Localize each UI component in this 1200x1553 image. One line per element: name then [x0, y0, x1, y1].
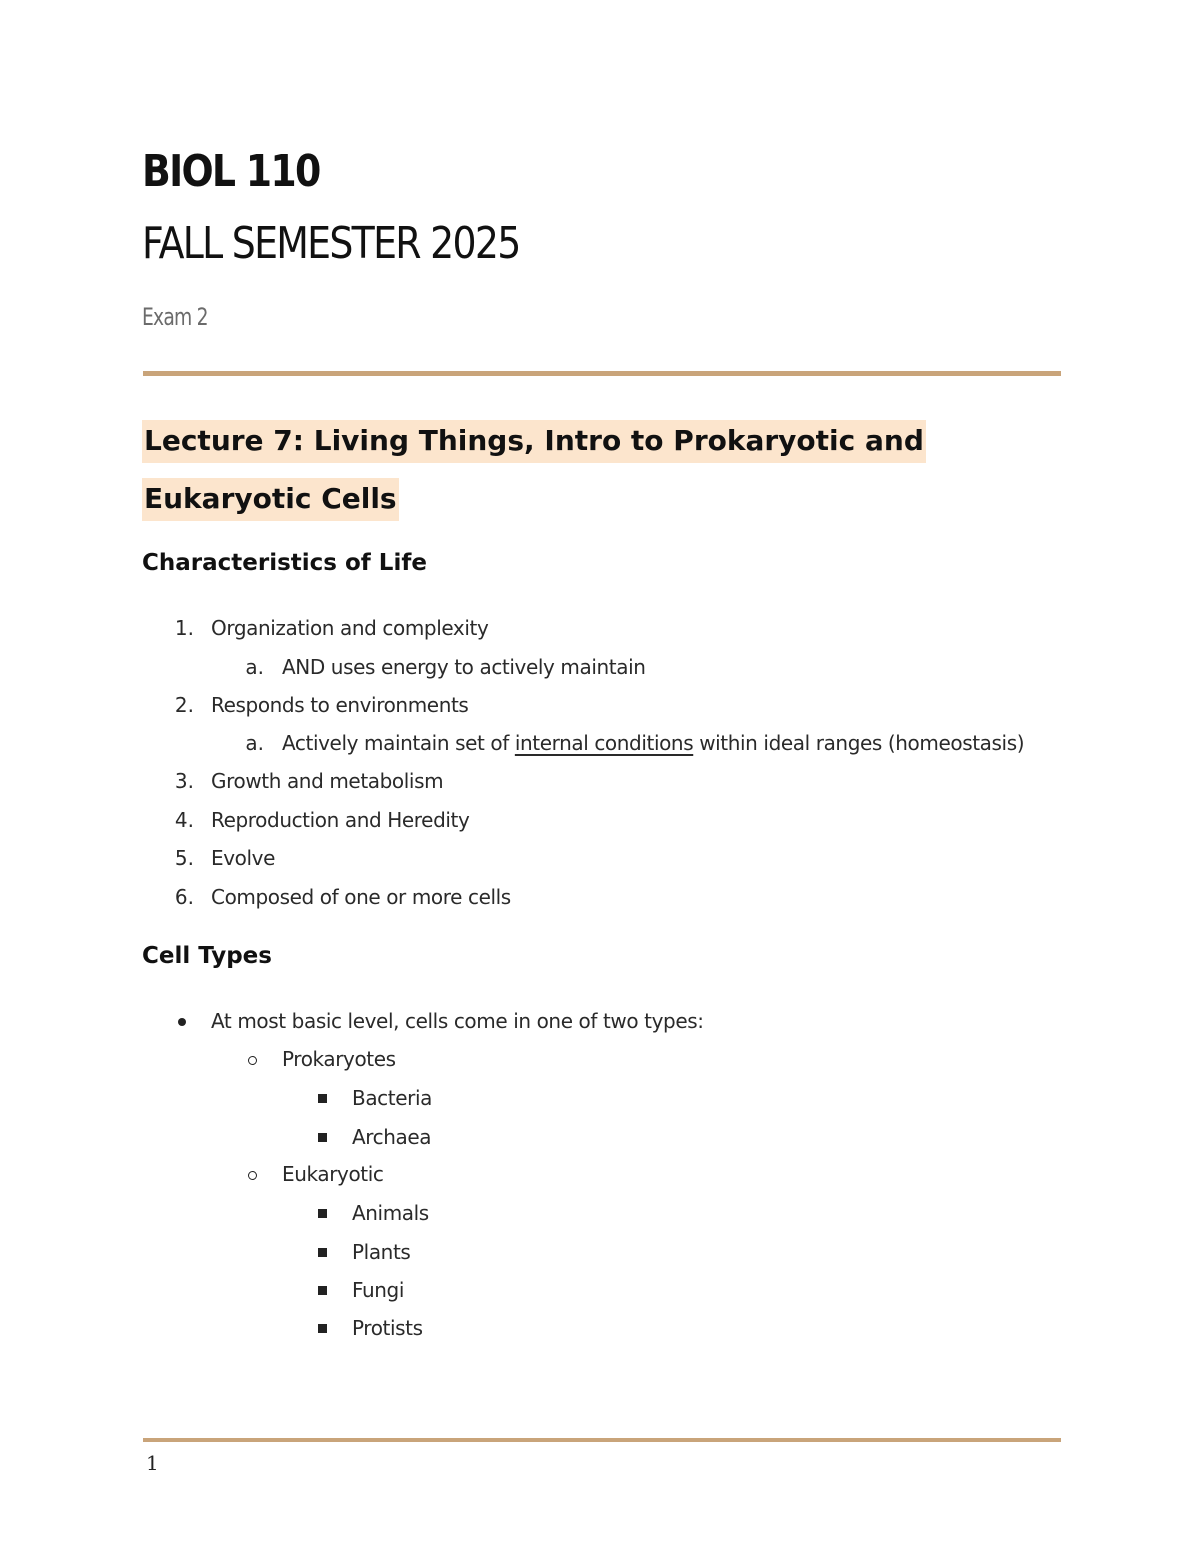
- list-item: Prokaryotes: [282, 1047, 396, 1071]
- footer-divider: [143, 1438, 1061, 1442]
- list-item: Animals: [352, 1201, 429, 1225]
- disc-bullet-icon: [178, 1018, 186, 1026]
- circle-bullet-icon: [248, 1171, 257, 1180]
- list-number: 3.: [174, 769, 194, 793]
- lecture-heading-line2: Eukaryotic Cells: [142, 478, 399, 521]
- square-bullet-icon: [318, 1286, 327, 1295]
- list-item-text: within ideal ranges (homeostasis): [693, 731, 1025, 755]
- list-number: 1.: [174, 616, 194, 640]
- lecture-heading: [142, 412, 942, 528]
- list-item: At most basic level, cells come in one of two types:: [211, 1009, 704, 1033]
- list-item: Archaea: [352, 1125, 432, 1149]
- circle-bullet-icon: [248, 1056, 257, 1065]
- list-number: 6.: [174, 885, 194, 909]
- lecture-heading-line1: Lecture 7: Living Things, Intro to Prokaryotic and: [142, 420, 926, 463]
- list-item: Plants: [352, 1240, 411, 1264]
- list-letter: a.: [245, 731, 264, 755]
- list-item: [282, 731, 1024, 755]
- list-item: AND uses energy to actively maintain: [282, 655, 646, 679]
- list-item: Bacteria: [352, 1086, 432, 1110]
- list-letter: a.: [245, 655, 264, 679]
- characteristics-heading: Characteristics of Life: [142, 550, 427, 576]
- exam-subtitle: Exam 2: [142, 303, 208, 331]
- list-item: Fungi: [352, 1278, 405, 1302]
- list-number: 4.: [174, 808, 194, 832]
- list-item: Eukaryotic: [282, 1162, 384, 1186]
- course-title: BIOL 110: [142, 146, 320, 197]
- list-item-text: Actively maintain set of: [282, 731, 515, 755]
- semester-title: FALL SEMESTER 2025: [142, 218, 520, 269]
- square-bullet-icon: [318, 1248, 327, 1257]
- square-bullet-icon: [318, 1094, 327, 1103]
- list-number: 5.: [174, 846, 194, 870]
- list-item: Composed of one or more cells: [211, 885, 511, 909]
- square-bullet-icon: [318, 1209, 327, 1218]
- header-divider: [143, 371, 1061, 376]
- underlined-term: internal conditions: [514, 731, 694, 755]
- list-item: Growth and metabolism: [211, 769, 444, 793]
- page-number: 1: [146, 1451, 159, 1475]
- list-number: 2.: [174, 693, 194, 717]
- list-item: Evolve: [211, 846, 276, 870]
- list-item: Responds to environments: [211, 693, 469, 717]
- list-item: Reproduction and Heredity: [211, 808, 470, 832]
- square-bullet-icon: [318, 1324, 327, 1333]
- square-bullet-icon: [318, 1133, 327, 1142]
- cell-types-heading: Cell Types: [142, 943, 272, 969]
- list-item: Organization and complexity: [211, 616, 489, 640]
- list-item: Protists: [352, 1316, 423, 1340]
